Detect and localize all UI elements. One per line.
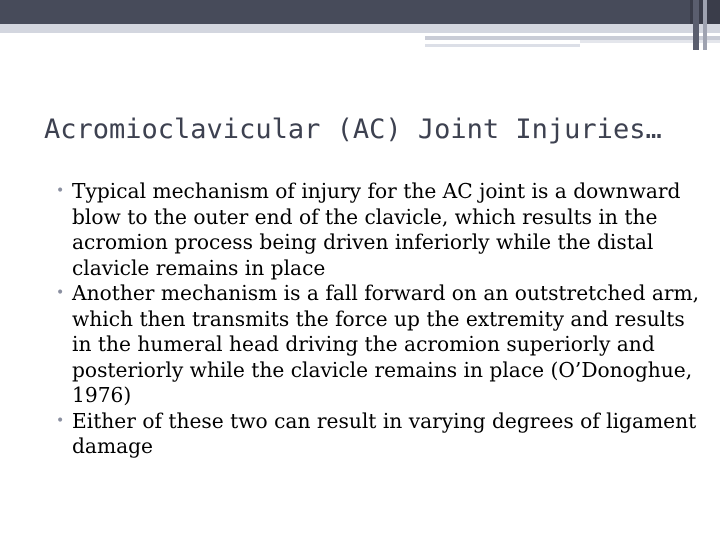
bullet-text: Another mechanism is a fall forward on an outstretched arm, which then transmits the force up the extremity and results in the humeral head driving the acromion superiorly and posteriorly while the clavicle remains in place (O’Donoghue, 1976): [72, 281, 700, 407]
decorative-strip: [693, 0, 699, 50]
bullet-text: Either of these two can result in varying degrees of ligament damage: [72, 408, 697, 458]
bullet-item: [50, 409, 700, 460]
bullet-item: [50, 179, 700, 281]
bullet-list: [50, 179, 700, 460]
bullet-marker: •: [56, 183, 65, 199]
header-stripe: [425, 44, 580, 47]
header-stripe: [580, 40, 720, 43]
header-stripe: [0, 24, 720, 33]
bullet-text: Typical mechanism of injury for the AC joint is a downward blow to the outer end of the clavicle, which results in the acromion process being driven inferiorly while the distal clavicle remains in place: [72, 179, 681, 280]
bullet-marker: •: [56, 412, 65, 429]
bullet-item: [50, 281, 700, 409]
decorative-strip: [703, 0, 707, 50]
bullet-marker: •: [56, 285, 65, 301]
slide-title: Acromioclavicular (AC) Joint Injuries…: [44, 114, 662, 145]
header-band: [0, 0, 690, 24]
